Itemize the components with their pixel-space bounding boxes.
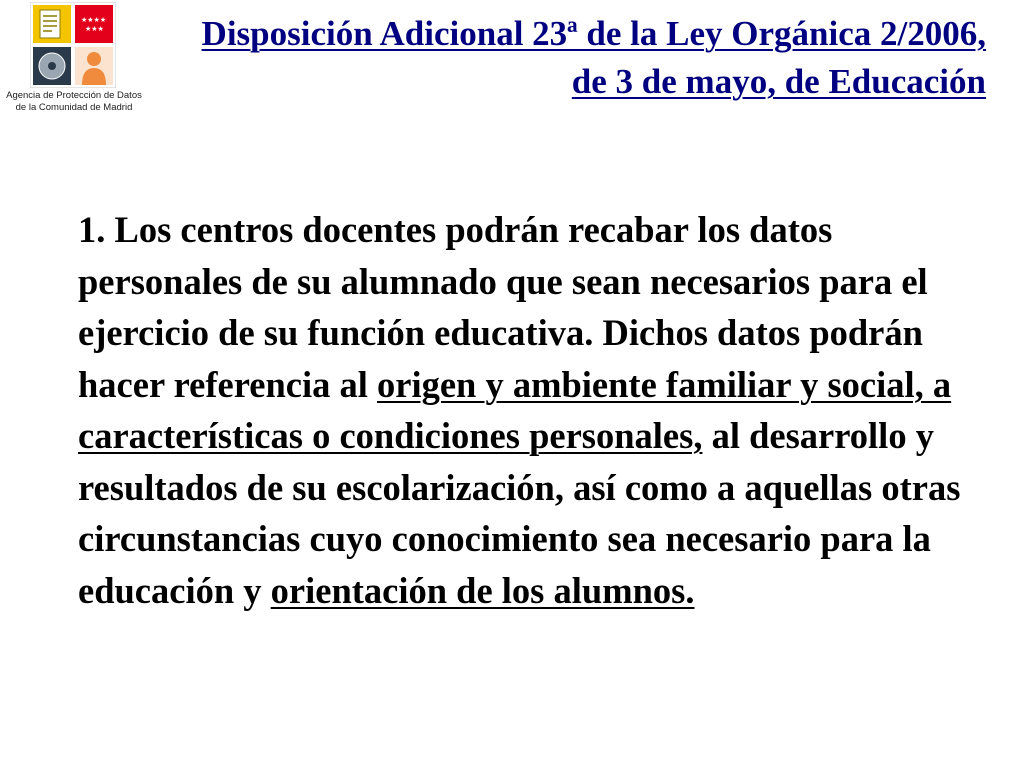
body-paragraph [78, 204, 978, 616]
paragraph-text-part2: al desarrollo y resultados de su escolarización, así como a aquellas otras circunstancias cuyo conocimiento sea necesario para la educación y [78, 415, 961, 611]
agency-logo [4, 2, 144, 122]
logo-caption-line2: de la Comunidad de Madrid [15, 102, 133, 113]
paragraph-text-part1: 1. Los centros docentes podrán recabar los datos personales de su alumnado que sean necesarios para el ejercicio de su función educativa. Dichos datos podrán hacer referencia al [78, 209, 928, 405]
logo-caption-line1: Agencia de Protección de Datos [6, 90, 142, 101]
svg-text:★★★: ★★★ [85, 25, 104, 33]
agency-logo-icon [30, 2, 116, 88]
logo-caption [4, 90, 144, 114]
slide-title: Disposición Adicional 23ª de la Ley Orgánica 2/2006, de 3 de mayo, de Educación [201, 14, 986, 101]
underlined-text-1: origen y ambiente familiar y social, a características o condiciones personales, [78, 363, 952, 456]
underlined-text-2: orientación de los alumnos. [270, 569, 695, 611]
svg-text:★★★★: ★★★★ [81, 16, 107, 24]
